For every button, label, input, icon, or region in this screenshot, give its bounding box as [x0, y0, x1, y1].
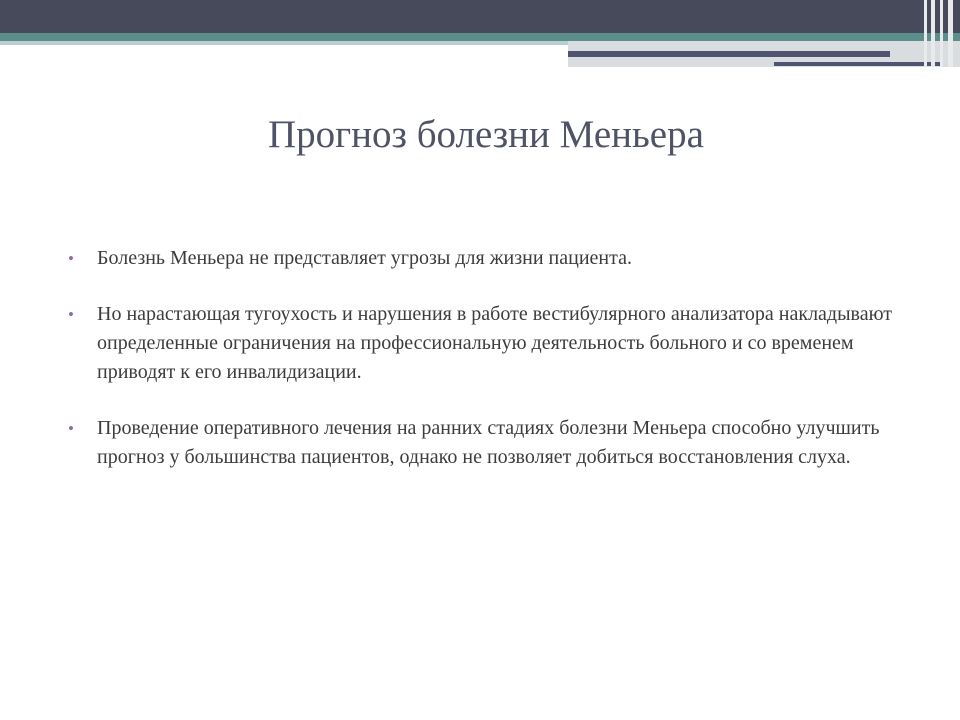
bullet-icon: • — [68, 419, 74, 438]
header-stripes-decoration — [922, 0, 960, 67]
header-band-right-navy — [568, 51, 890, 57]
bullet-text: Проведение оперативного лечения на ранних стадиях болезни Меньера способно улучшить прогноз у большинства пациентов, однако не позволяет добиться восстановления слуха. — [97, 417, 880, 468]
bullet-item — [68, 300, 898, 387]
bullet-icon: • — [68, 305, 74, 324]
bullet-text: Болезнь Меньера не представляет угрозы для жизни пациента. — [97, 247, 632, 269]
bullet-text: Но нарастающая тугоухость и нарушения в работе вестибулярного анализатора накладывают определенные ограничения на профессиональную деятельность больного и со временем приводят к его инвалидизации. — [97, 303, 893, 383]
header-band-dark — [0, 0, 960, 33]
header-band-teal-light — [0, 41, 570, 45]
header-band-teal — [0, 33, 960, 41]
header-band-right-navy-short — [774, 62, 942, 66]
bullet-item — [68, 244, 898, 273]
slide-title: Прогноз болезни Меньера — [268, 113, 704, 156]
bullet-list — [68, 244, 898, 472]
bullet-item — [68, 414, 898, 472]
bullet-icon: • — [68, 249, 74, 268]
